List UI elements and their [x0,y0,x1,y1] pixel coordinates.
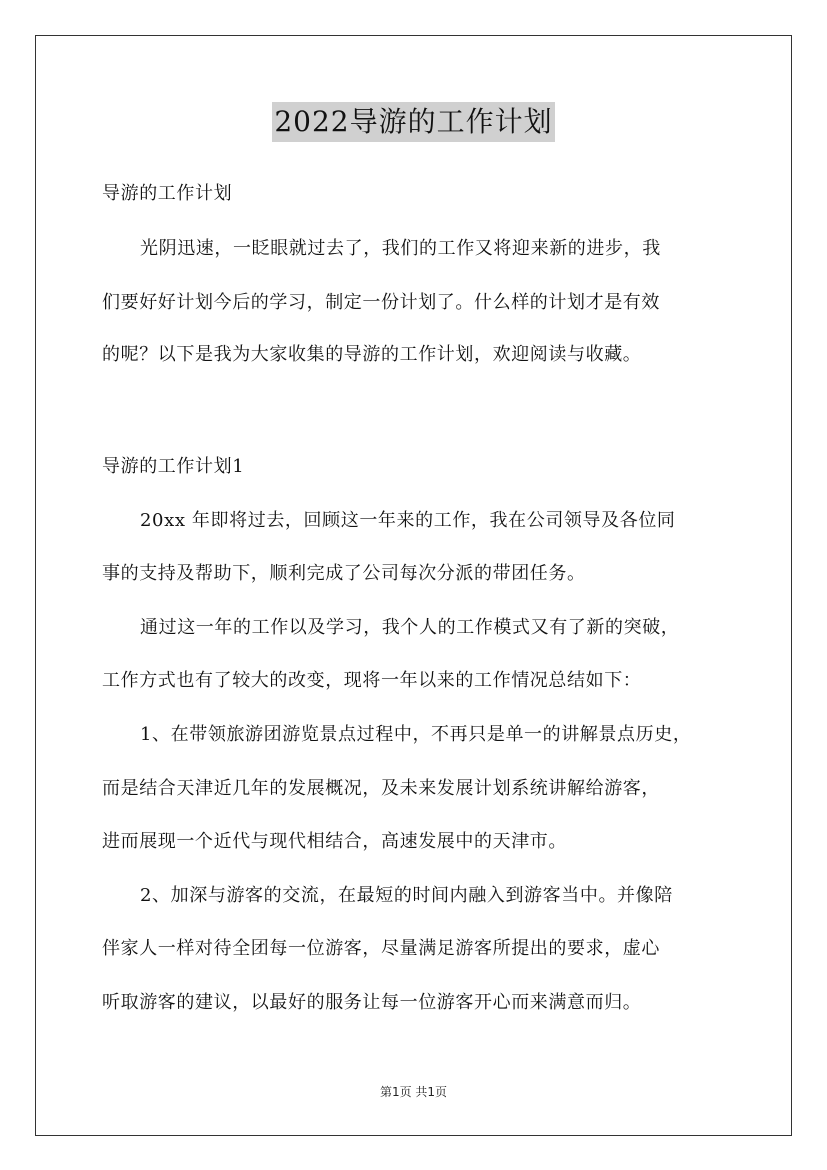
intro-line-1: 光阴迅速，一眨眼就过去了，我们的工作又将迎来新的进步，我 [140,238,661,259]
paragraph-line: 工作方式也有了较大的改变，现将一年以来的工作情况总结如下： [102,670,642,691]
document-subtitle: 导游的工作计划 [102,183,233,204]
paragraph-line: 2、加深与游客的交流，在最短的时间内融入到游客当中。并像陪 [140,885,673,906]
paragraph-line: 20xx 年即将过去，回顾这一年来的工作，我在公司领导及各位同 [140,510,676,531]
paragraph-line: 1、在带领旅游团游览景点过程中，不再只是单一的讲解景点历史， [140,724,692,745]
paragraph-line: 事的支持及帮助下，顺利完成了公司每次分派的带团任务。 [102,563,586,584]
document-title: 2022导游的工作计划 [272,102,554,142]
intro-line-2: 们要好好计划今后的学习，制定一份计划了。什么样的计划才是有效 [102,292,660,313]
paragraph-line: 而是结合天津近几年的发展概况，及未来发展计划系统讲解给游客， [102,778,660,799]
paragraph-line: 通过这一年的工作以及学习，我个人的工作模式又有了新的突破， [140,617,680,638]
section-heading: 导游的工作计划1 [102,456,245,477]
paragraph-line: 听取游客的建议，以最好的服务让每一位游客开心而来满意而归。 [102,992,642,1013]
page-number: 第1页 共1页 [379,1085,448,1099]
title-container [0,102,827,142]
paragraph-line: 进而展现一个近代与现代相结合，高速发展中的天津市。 [102,831,567,852]
intro-line-3: 的呢？以下是我为大家收集的导游的工作计划，欢迎阅读与收藏。 [102,344,642,365]
paragraph-line: 伴家人一样对待全团每一位游客，尽量满足游客所提出的要求，虚心 [102,938,660,959]
